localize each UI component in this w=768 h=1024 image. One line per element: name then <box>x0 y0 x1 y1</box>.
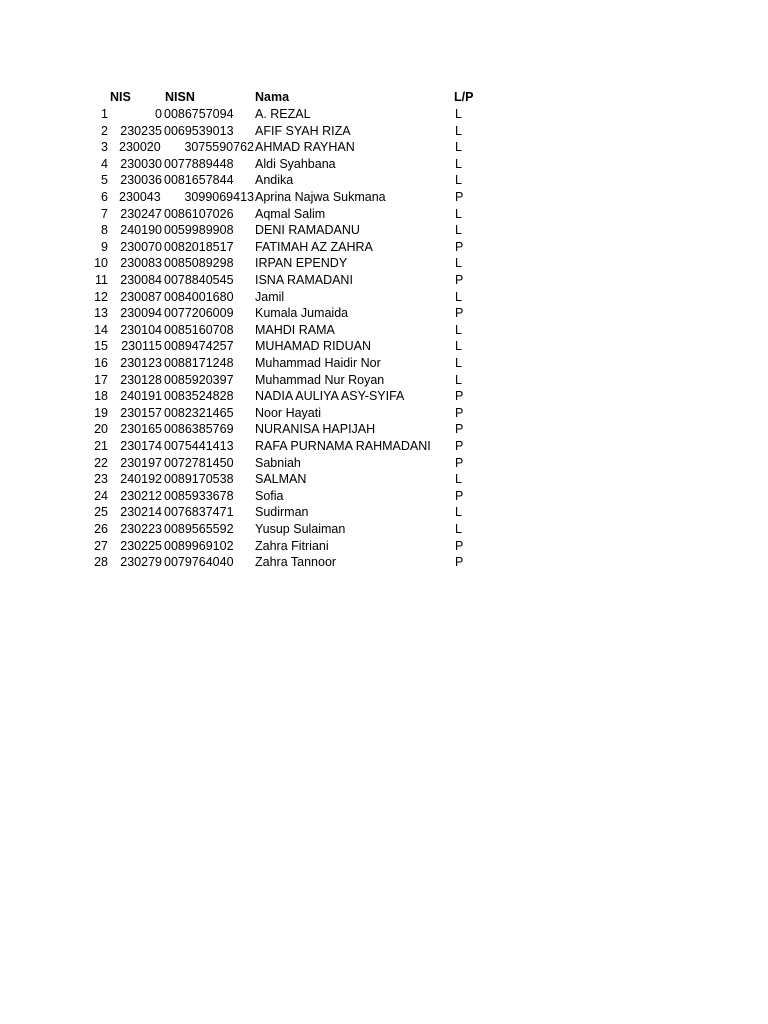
row-number-cell: 1 <box>101 107 108 121</box>
nisn-cell: 0076837471 <box>164 505 234 520</box>
table-row <box>0 388 768 405</box>
nama-cell: FATIMAH AZ ZAHRA <box>255 239 373 254</box>
nisn-cell: 0089969102 <box>164 538 234 553</box>
table-row <box>0 372 768 389</box>
row-number-cell: 2 <box>101 123 108 138</box>
table-row <box>0 405 768 422</box>
lp-cell: P <box>455 273 464 287</box>
nisn-cell: 0089565592 <box>164 522 234 536</box>
table-row <box>0 106 768 123</box>
nama-cell: MAHDI RAMA <box>255 322 335 337</box>
header-lp: L/P <box>454 90 474 104</box>
table-row <box>0 538 768 555</box>
nisn-cell: 0059989908 <box>164 223 234 238</box>
lp-cell: P <box>455 405 464 420</box>
nama-cell: Noor Hayati <box>255 405 321 420</box>
nis-cell: 230043 <box>119 190 161 204</box>
lp-cell: P <box>455 389 464 404</box>
row-number-cell: 18 <box>94 389 108 404</box>
nama-cell: ISNA RAMADANI <box>255 273 353 287</box>
lp-cell: L <box>455 156 462 171</box>
lp-cell: P <box>455 239 464 254</box>
nama-cell: RAFA PURNAMA RAHMADANI <box>255 439 431 453</box>
nis-cell: 230225 <box>120 538 162 553</box>
header-nisn: NISN <box>165 90 195 104</box>
lp-cell: L <box>455 372 462 387</box>
table-row <box>0 322 768 339</box>
header-nis: NIS <box>110 90 131 104</box>
row-number-cell: 12 <box>94 289 108 304</box>
nis-cell: 230094 <box>120 306 162 321</box>
nama-cell: Jamil <box>255 289 285 304</box>
table-row <box>0 189 768 206</box>
nama-cell: Zahra Fitriani <box>255 538 329 553</box>
table-row <box>0 504 768 521</box>
lp-cell: P <box>455 538 464 553</box>
lp-cell: L <box>455 356 462 370</box>
table-row <box>0 488 768 505</box>
row-number-cell: 10 <box>94 256 108 271</box>
lp-cell: L <box>455 522 462 536</box>
lp-cell: P <box>455 555 464 570</box>
lp-cell: L <box>455 322 462 337</box>
nama-cell: Muhammad Nur Royan <box>255 372 385 387</box>
header-nama: Nama <box>255 90 290 104</box>
nama-cell: Sabniah <box>255 455 301 470</box>
row-number-cell: 24 <box>94 488 108 503</box>
nisn-cell: 0085920397 <box>164 372 234 387</box>
table-row <box>0 239 768 256</box>
nisn-cell: 0069539013 <box>164 123 234 138</box>
nama-cell: Andika <box>255 173 294 188</box>
nis-cell: 240191 <box>120 389 162 404</box>
nisn-cell: 0075441413 <box>164 439 234 453</box>
nama-cell: Muhammad Haidir Nor <box>255 356 381 370</box>
nama-cell: SALMAN <box>255 472 307 487</box>
table-row <box>0 222 768 239</box>
row-number-cell: 11 <box>95 273 108 287</box>
table-row <box>0 338 768 355</box>
table-row <box>0 554 768 571</box>
nis-cell: 230223 <box>120 522 162 536</box>
table-row <box>0 355 768 372</box>
lp-cell: P <box>455 439 464 453</box>
nis-cell: 230036 <box>120 173 162 188</box>
nisn-cell: 0086107026 <box>164 206 234 221</box>
nisn-cell: 0078840545 <box>164 273 234 287</box>
nisn-cell: 0082321465 <box>164 405 234 420</box>
nis-cell: 230087 <box>120 289 162 304</box>
row-number-cell: 26 <box>94 522 108 536</box>
nisn-cell: 0079764040 <box>164 555 234 570</box>
table-row <box>0 421 768 438</box>
lp-cell: L <box>455 472 462 487</box>
row-number-cell: 27 <box>94 538 108 553</box>
lp-cell: L <box>455 505 462 520</box>
lp-cell: L <box>455 223 462 238</box>
nisn-cell: 0081657844 <box>164 173 234 188</box>
nis-cell: 230084 <box>120 273 162 287</box>
nis-cell: 230020 <box>119 140 161 155</box>
nisn-cell: 0086385769 <box>164 422 234 437</box>
lp-cell: L <box>455 123 462 138</box>
nisn-cell: 0086757094 <box>164 107 234 121</box>
nis-cell: 230123 <box>120 356 162 370</box>
lp-cell: P <box>455 488 464 503</box>
table-row <box>0 156 768 173</box>
table-row <box>0 255 768 272</box>
row-number-cell: 15 <box>94 339 108 354</box>
nis-cell: 240192 <box>120 472 162 487</box>
lp-cell: L <box>455 173 462 188</box>
nis-cell: 230070 <box>120 239 162 254</box>
table-row <box>0 521 768 538</box>
table-row <box>0 123 768 140</box>
nisn-cell: 0072781450 <box>164 455 234 470</box>
row-number-cell: 21 <box>94 439 108 453</box>
nisn-cell: 0082018517 <box>164 239 234 254</box>
row-number-cell: 19 <box>94 405 108 420</box>
table-row <box>0 305 768 322</box>
nisn-cell: 0088171248 <box>164 356 234 370</box>
header-row <box>0 89 768 106</box>
nama-cell: Kumala Jumaida <box>255 306 349 321</box>
nisn-cell: 0085089298 <box>164 256 234 271</box>
nis-cell: 230115 <box>121 339 162 354</box>
row-number-cell: 8 <box>101 223 108 238</box>
lp-cell: P <box>455 190 464 204</box>
nisn-cell: 0089170538 <box>164 472 234 487</box>
nisn-cell: 3099069413 <box>184 190 254 204</box>
nis-cell: 230104 <box>120 322 162 337</box>
nama-cell: AHMAD RAYHAN <box>255 140 355 155</box>
nama-cell: Zahra Tannoor <box>255 555 337 570</box>
table-row <box>0 139 768 156</box>
nis-cell: 240190 <box>120 223 162 238</box>
nis-cell: 230279 <box>120 555 162 570</box>
nama-cell: AFIF SYAH RIZA <box>255 123 351 138</box>
nama-cell: NURANISA HAPIJAH <box>255 422 376 437</box>
nisn-cell: 0077206009 <box>164 306 234 321</box>
lp-cell: L <box>455 339 462 354</box>
table-row <box>0 438 768 455</box>
nisn-cell: 0089474257 <box>164 339 234 354</box>
nisn-cell: 0085933678 <box>164 488 234 503</box>
row-number-cell: 14 <box>94 322 108 337</box>
lp-cell: L <box>455 107 462 121</box>
table-row <box>0 206 768 223</box>
table-row <box>0 471 768 488</box>
nis-cell: 230165 <box>120 422 162 437</box>
nama-cell: MUHAMAD RIDUAN <box>255 339 371 354</box>
nisn-cell: 3075590762 <box>184 140 254 155</box>
nama-cell: NADIA AULIYA ASY-SYIFA <box>255 389 405 404</box>
lp-cell: P <box>455 422 464 437</box>
nama-cell: IRPAN EPENDY <box>255 256 348 271</box>
row-number-cell: 17 <box>94 372 108 387</box>
nama-cell: Aprina Najwa Sukmana <box>255 190 386 204</box>
lp-cell: L <box>455 289 462 304</box>
lp-cell: L <box>455 256 462 271</box>
row-number-cell: 23 <box>94 472 108 487</box>
row-number-cell: 6 <box>101 190 108 204</box>
table-row <box>0 172 768 189</box>
row-number-cell: 20 <box>94 422 108 437</box>
nis-cell: 230235 <box>120 123 162 138</box>
row-number-cell: 13 <box>94 306 108 321</box>
nis-cell: 230128 <box>120 372 162 387</box>
nis-cell: 230212 <box>120 488 162 503</box>
row-number-cell: 5 <box>101 173 108 188</box>
row-number-cell: 7 <box>101 206 108 221</box>
nama-cell: DENI RAMADANU <box>255 223 360 238</box>
nis-cell: 230030 <box>120 156 162 171</box>
nis-cell: 230174 <box>120 439 162 453</box>
lp-cell: L <box>455 206 462 221</box>
row-number-cell: 28 <box>94 555 108 570</box>
row-number-cell: 3 <box>101 140 108 155</box>
row-number-cell: 16 <box>94 356 108 370</box>
table-row <box>0 272 768 289</box>
row-number-cell: 9 <box>101 239 108 254</box>
nama-cell: Yusup Sulaiman <box>255 522 346 536</box>
nama-cell: A. REZAL <box>255 107 311 121</box>
nis-cell: 230214 <box>120 505 162 520</box>
table-row <box>0 289 768 306</box>
nama-cell: Sofia <box>255 488 284 503</box>
nis-cell: 0 <box>155 107 162 121</box>
nis-cell: 230197 <box>120 455 162 470</box>
nama-cell: Aqmal Salim <box>255 206 326 221</box>
nis-cell: 230157 <box>120 405 162 420</box>
row-number-cell: 25 <box>94 505 108 520</box>
nis-cell: 230083 <box>120 256 162 271</box>
nis-cell: 230247 <box>120 206 162 221</box>
nisn-cell: 0077889448 <box>164 156 234 171</box>
nama-cell: Sudirman <box>255 505 309 520</box>
row-number-cell: 4 <box>101 156 108 171</box>
lp-cell: L <box>455 140 462 155</box>
nisn-cell: 0083524828 <box>164 389 234 404</box>
nama-cell: Aldi Syahbana <box>255 156 336 171</box>
nisn-cell: 0085160708 <box>164 322 234 337</box>
nisn-cell: 0084001680 <box>164 289 234 304</box>
lp-cell: P <box>455 306 464 321</box>
lp-cell: P <box>455 455 464 470</box>
table-row <box>0 455 768 472</box>
row-number-cell: 22 <box>94 455 108 470</box>
